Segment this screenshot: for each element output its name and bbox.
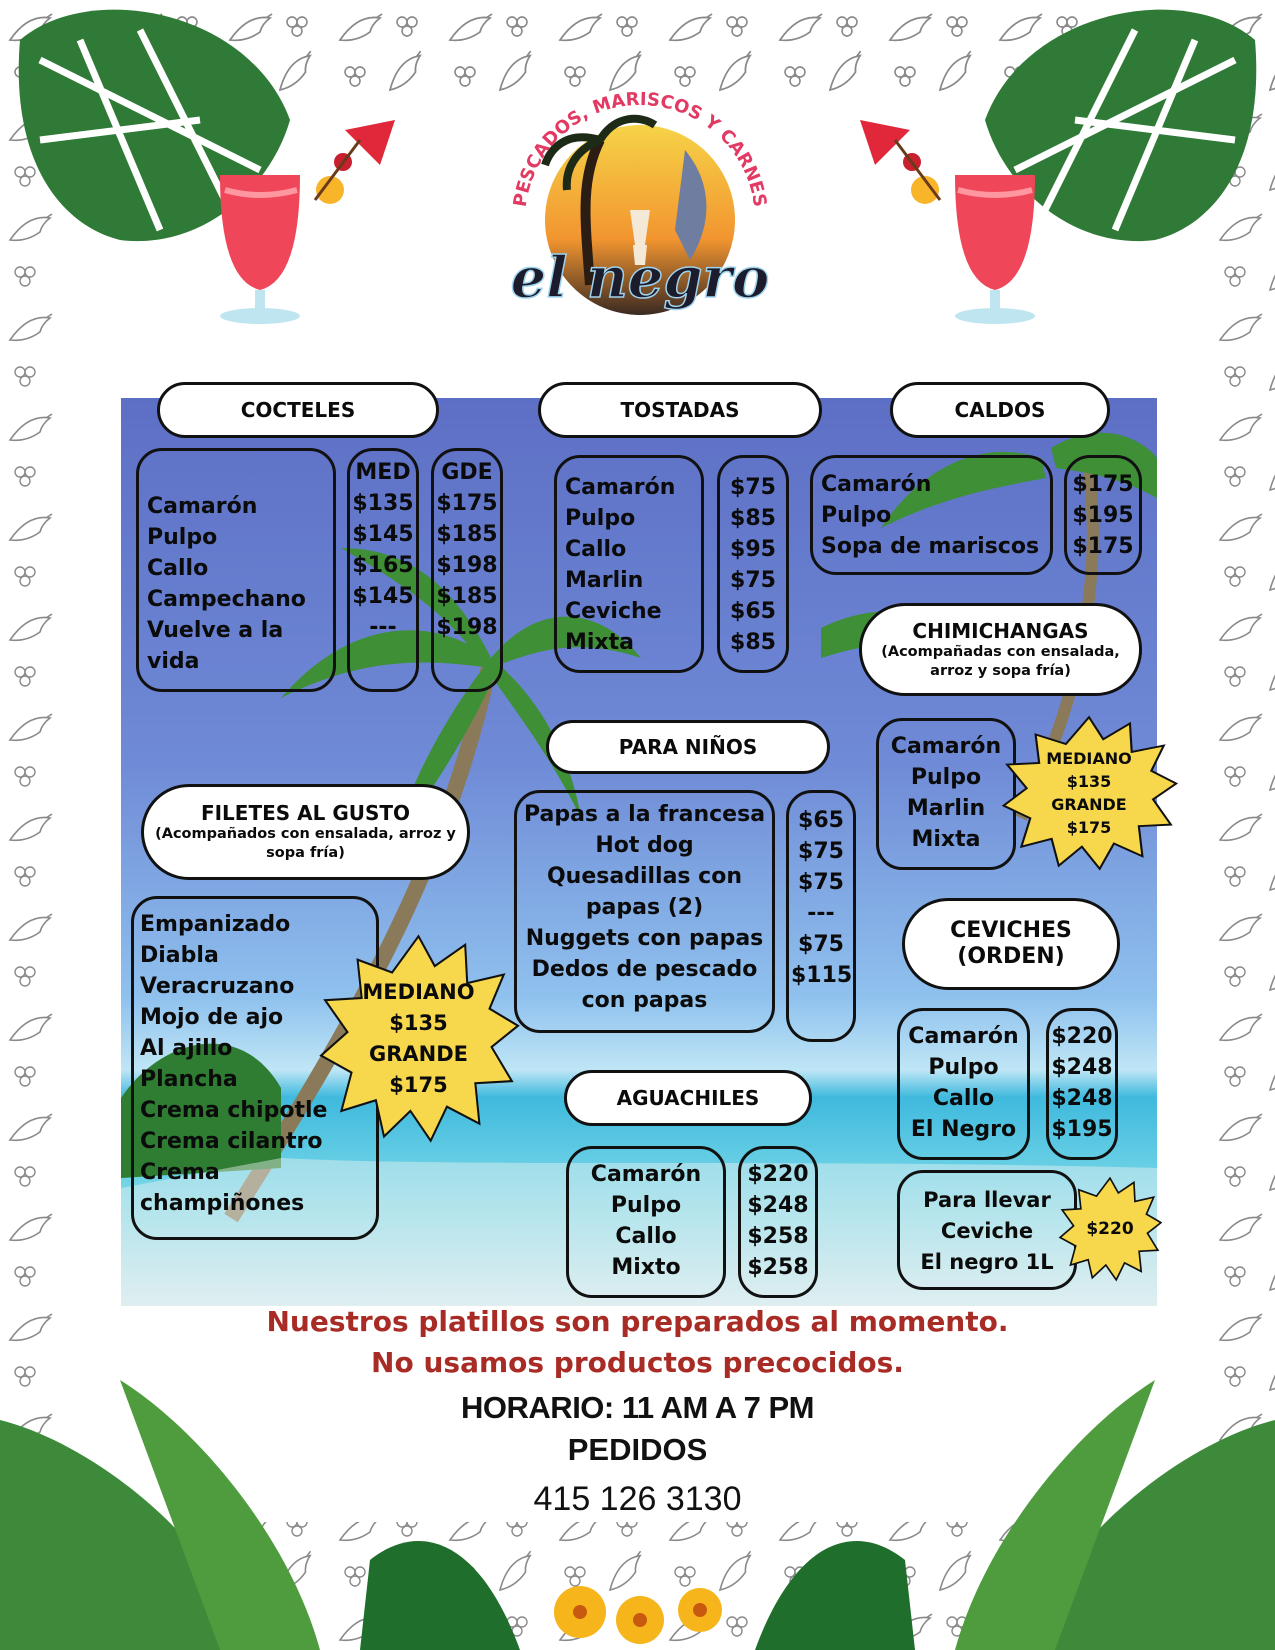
filetes-star-line: $135 — [389, 1010, 448, 1035]
chimichangas-star-line: MEDIANO — [1046, 749, 1132, 768]
cocteles-item: Vuelve a la — [147, 618, 284, 643]
cocteles-gde-price: $198 — [436, 553, 498, 578]
ceviches-price: $248 — [1051, 1086, 1113, 1111]
logo-arc-text: PESCADOS, MARISCOS Y CARNES — [509, 88, 771, 209]
cocteles-gde-price: $198 — [436, 615, 498, 640]
filetes-item: Crema cilantro — [140, 1129, 323, 1154]
logo-emblem-icon — [505, 70, 775, 360]
tostadas-price: $75 — [730, 568, 776, 593]
chimichangas-item: Marlin — [906, 796, 986, 821]
ceviches-prices-box — [1046, 1008, 1118, 1160]
para-ninos-price: $75 — [798, 932, 844, 957]
para-ninos-item: con papas — [581, 988, 708, 1013]
filetes-item: Empanizado — [140, 912, 291, 937]
notice-line2: No usamos productos precocidos. — [371, 1346, 904, 1379]
cocteles-med-price: $165 — [352, 553, 414, 578]
filetes-item: champiñones — [140, 1191, 305, 1216]
cocteles-title: COCTELES — [240, 398, 356, 422]
cocteles-item: Camarón — [147, 494, 258, 519]
aguachiles-header — [564, 1070, 812, 1126]
cocteles-gde-price: $175 — [436, 491, 498, 516]
chimichangas-item: Camarón — [890, 734, 1002, 759]
aguachiles-prices-box — [738, 1146, 818, 1298]
chimichangas-star-line: GRANDE — [1051, 795, 1127, 814]
cocteles-items-box — [136, 448, 336, 692]
aguachiles-item: Camarón — [590, 1162, 702, 1187]
ceviches-to-go-price: $220 — [1086, 1219, 1134, 1239]
para-ninos-price: $65 — [798, 808, 844, 833]
cocteles-item: vida — [147, 649, 200, 674]
ceviches-title-line2: (ORDEN) — [957, 944, 1065, 969]
ceviches-price: $248 — [1051, 1055, 1113, 1080]
restaurant-logo — [505, 70, 775, 360]
filetes-price-starburst — [317, 932, 520, 1145]
caldos-title: CALDOS — [954, 398, 1046, 422]
filetes-item: Crema — [140, 1160, 220, 1185]
ceviches-item: El Negro — [910, 1117, 1017, 1142]
ceviches-header — [902, 898, 1120, 990]
aguachiles-price: $258 — [747, 1255, 809, 1280]
ceviches-price: $220 — [1051, 1024, 1113, 1049]
chimichangas-subtitle-line2: arroz y sopa fría) — [930, 662, 1071, 679]
filetes-item: Veracruzano — [140, 974, 295, 999]
cocteles-med-price: $135 — [352, 491, 414, 516]
cocteles-item: Pulpo — [147, 525, 218, 550]
ceviches-price: $195 — [1051, 1117, 1113, 1142]
tostadas-item: Ceviche — [565, 599, 662, 624]
chimichangas-star-line: $175 — [1066, 818, 1112, 837]
filetes-item: Mojo de ajo — [140, 1005, 284, 1030]
ceviches-item: Callo — [932, 1086, 995, 1111]
para-ninos-item: papas (2) — [585, 895, 704, 920]
filetes-subtitle-line1: (Acompañados con ensalada, arroz y — [155, 826, 456, 843]
cocteles-item: Campechano — [147, 587, 306, 612]
caldos-item: Sopa de mariscos — [821, 534, 1040, 559]
ceviches-to-go-starburst — [1058, 1176, 1162, 1282]
filetes-item: Crema chipotle — [140, 1098, 328, 1123]
aguachiles-item: Callo — [615, 1224, 677, 1249]
aguachiles-price: $220 — [747, 1162, 809, 1187]
para-ninos-items-box — [514, 790, 775, 1033]
cocteles-gde-price: $185 — [436, 584, 498, 609]
phone-number: 415 126 3130 — [533, 1480, 742, 1518]
chimichangas-title: CHIMICHANGAS — [912, 618, 1089, 643]
ceviches-to-go-line: Para llevar — [923, 1188, 1051, 1212]
tostadas-price: $65 — [730, 599, 776, 624]
tostadas-item: Pulpo — [565, 506, 636, 531]
filetes-item: Plancha — [140, 1067, 238, 1092]
para-ninos-price: $75 — [798, 870, 844, 895]
tostadas-header — [538, 382, 822, 438]
tostadas-item: Marlin — [565, 568, 644, 593]
caldos-price: $175 — [1072, 534, 1134, 559]
tostadas-item: Mixta — [565, 630, 634, 655]
chimichangas-item: Mixta — [911, 827, 981, 852]
chimichangas-subtitle-line1: (Acompañadas con ensalada, — [881, 643, 1120, 660]
para-ninos-price: --- — [807, 901, 835, 926]
aguachiles-price: $248 — [747, 1193, 809, 1218]
filetes-item: Al ajillo — [140, 1036, 233, 1061]
para-ninos-item: Hot dog — [595, 833, 694, 858]
chimichangas-price-starburst — [1000, 714, 1178, 872]
para-ninos-price: $75 — [798, 839, 844, 864]
notice-line1: Nuestros platillos son preparados al momento. — [266, 1305, 1009, 1338]
tostadas-item: Camarón — [565, 475, 676, 500]
tostadas-price: $95 — [730, 537, 776, 562]
cocteles-med-price: $145 — [352, 584, 414, 609]
para-ninos-item: Papas a la francesa — [523, 802, 766, 827]
filetes-star-line: GRANDE — [368, 1041, 468, 1066]
aguachiles-item: Mixto — [611, 1255, 681, 1280]
cocteles-item: Callo — [147, 556, 209, 581]
cocteles-med-column — [347, 448, 419, 692]
para-ninos-price: $115 — [791, 963, 853, 988]
chimichangas-item: Pulpo — [910, 765, 982, 790]
caldos-items-box — [810, 455, 1053, 575]
chimichangas-star-line: $135 — [1066, 772, 1112, 791]
ceviches-item: Camarón — [908, 1024, 1019, 1049]
para-ninos-title: PARA NIÑOS — [618, 735, 758, 759]
para-ninos-item: Nuggets con papas — [525, 926, 764, 951]
ceviches-to-go-line: El negro 1L — [920, 1250, 1054, 1274]
tostadas-items-box — [554, 455, 704, 673]
caldos-header — [890, 382, 1110, 438]
filetes-star-line: MEDIANO — [362, 979, 475, 1004]
cocteles-gde-header: GDE — [441, 460, 493, 485]
ceviches-to-go-line: Ceviche — [940, 1219, 1034, 1243]
para-ninos-item: Quesadillas con — [546, 864, 742, 889]
para-ninos-header — [546, 720, 830, 774]
tostadas-price: $85 — [730, 630, 776, 655]
ceviches-title-line1: CEVICHES — [950, 917, 1072, 943]
tostadas-item: Callo — [565, 537, 627, 562]
cocteles-med-price: $145 — [352, 522, 414, 547]
caldos-item: Pulpo — [821, 503, 892, 528]
chimichangas-items-box — [876, 718, 1016, 870]
cocteles-header — [157, 382, 439, 438]
filetes-title: FILETES AL GUSTO — [200, 801, 411, 826]
tostadas-title: TOSTADAS — [620, 398, 740, 422]
para-ninos-item: Dedos de pescado — [531, 957, 758, 982]
caldos-prices-box — [1064, 455, 1142, 575]
business-hours: HORARIO: 11 AM A 7 PM — [461, 1390, 814, 1425]
cocteles-med-header: MED — [355, 460, 411, 485]
aguachiles-title: AGUACHILES — [616, 1086, 760, 1110]
filetes-subtitle-line2: sopa fría) — [266, 845, 345, 861]
ceviches-item: Pulpo — [928, 1055, 999, 1080]
filetes-star-line: $175 — [389, 1072, 448, 1097]
tostadas-price: $75 — [730, 475, 776, 500]
aguachiles-item: Pulpo — [610, 1193, 682, 1218]
tostadas-prices-box — [717, 455, 789, 673]
cocteles-gde-column — [431, 448, 503, 692]
caldos-price: $175 — [1072, 472, 1134, 497]
logo-brand-name: el negro — [510, 245, 770, 311]
chimichangas-header — [859, 603, 1142, 696]
filetes-item: Diabla — [140, 943, 219, 968]
orders-label: PEDIDOS — [567, 1432, 708, 1467]
filetes-header — [141, 784, 470, 880]
cocteles-gde-price: $185 — [436, 522, 498, 547]
ceviches-items-box — [897, 1008, 1030, 1160]
caldos-price: $195 — [1072, 503, 1134, 528]
para-ninos-prices-box — [786, 790, 856, 1042]
tostadas-price: $85 — [730, 506, 776, 531]
yellow-flowers-icon — [554, 1586, 722, 1644]
cocteles-med-price: --- — [369, 615, 397, 640]
aguachiles-items-box — [566, 1146, 726, 1298]
caldos-item: Camarón — [821, 472, 932, 497]
ceviches-to-go-box — [897, 1170, 1077, 1290]
aguachiles-price: $258 — [747, 1224, 809, 1249]
